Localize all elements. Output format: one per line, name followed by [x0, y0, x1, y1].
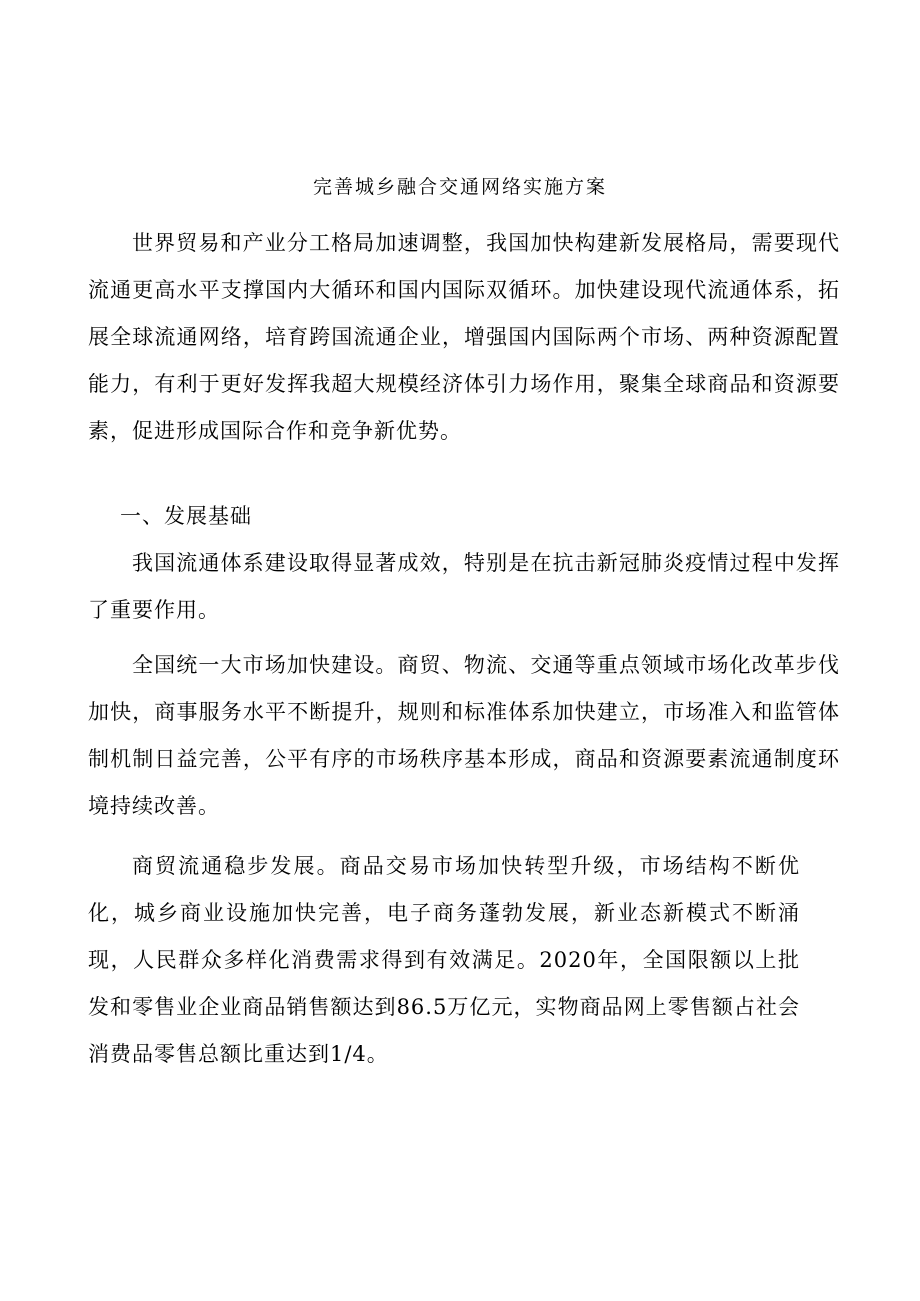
document-title: 完善城乡融合交通网络实施方案: [312, 176, 607, 198]
section-paragraph-1: 我国流通体系建设取得显著成效，特别是在抗击新冠肺炎疫情过程中发挥了重要作用。: [88, 551, 840, 622]
section-heading: 一、发展基础: [120, 504, 252, 528]
section-paragraph-2: 全国统一大市场加快建设。商贸、物流、交通等重点领域市场化改革步伐加快，商事服务水平不断提升，规则和标准体系加快建立，市场准入和监管体制机制日益完善，公平有序的市场秩序基本形成，商品和资源要素流通制度环境持续改善。: [88, 653, 840, 818]
intro-paragraph: 世界贸易和产业分工格局加速调整，我国加快构建新发展格局，需要现代流通更高水平支撑国内大循环和国内国际双循环。加快建设现代流通体系，拓展全球流通网络，培育跨国流通企业，增强国内国际两个市场、两种资源配置能力，有利于更好发挥我超大规模经济体引力场作用，聚集全球商品和资源要素，促进形成国际合作和竞争新优势。: [88, 231, 840, 443]
section-paragraph-3: 商贸流通稳步发展。商品交易市场加快转型升级，市场结构不断优化，城乡商业设施加快完善，电子商务蓬勃发展，新业态新模式不断涌现，人民群众多样化消费需求得到有效满足。2020年，全国限额以上批发和零售业企业商品销售额达到86.5万亿元，实物商品网上零售额占社会消费品零售总额比重达到1/4。: [88, 854, 800, 1066]
